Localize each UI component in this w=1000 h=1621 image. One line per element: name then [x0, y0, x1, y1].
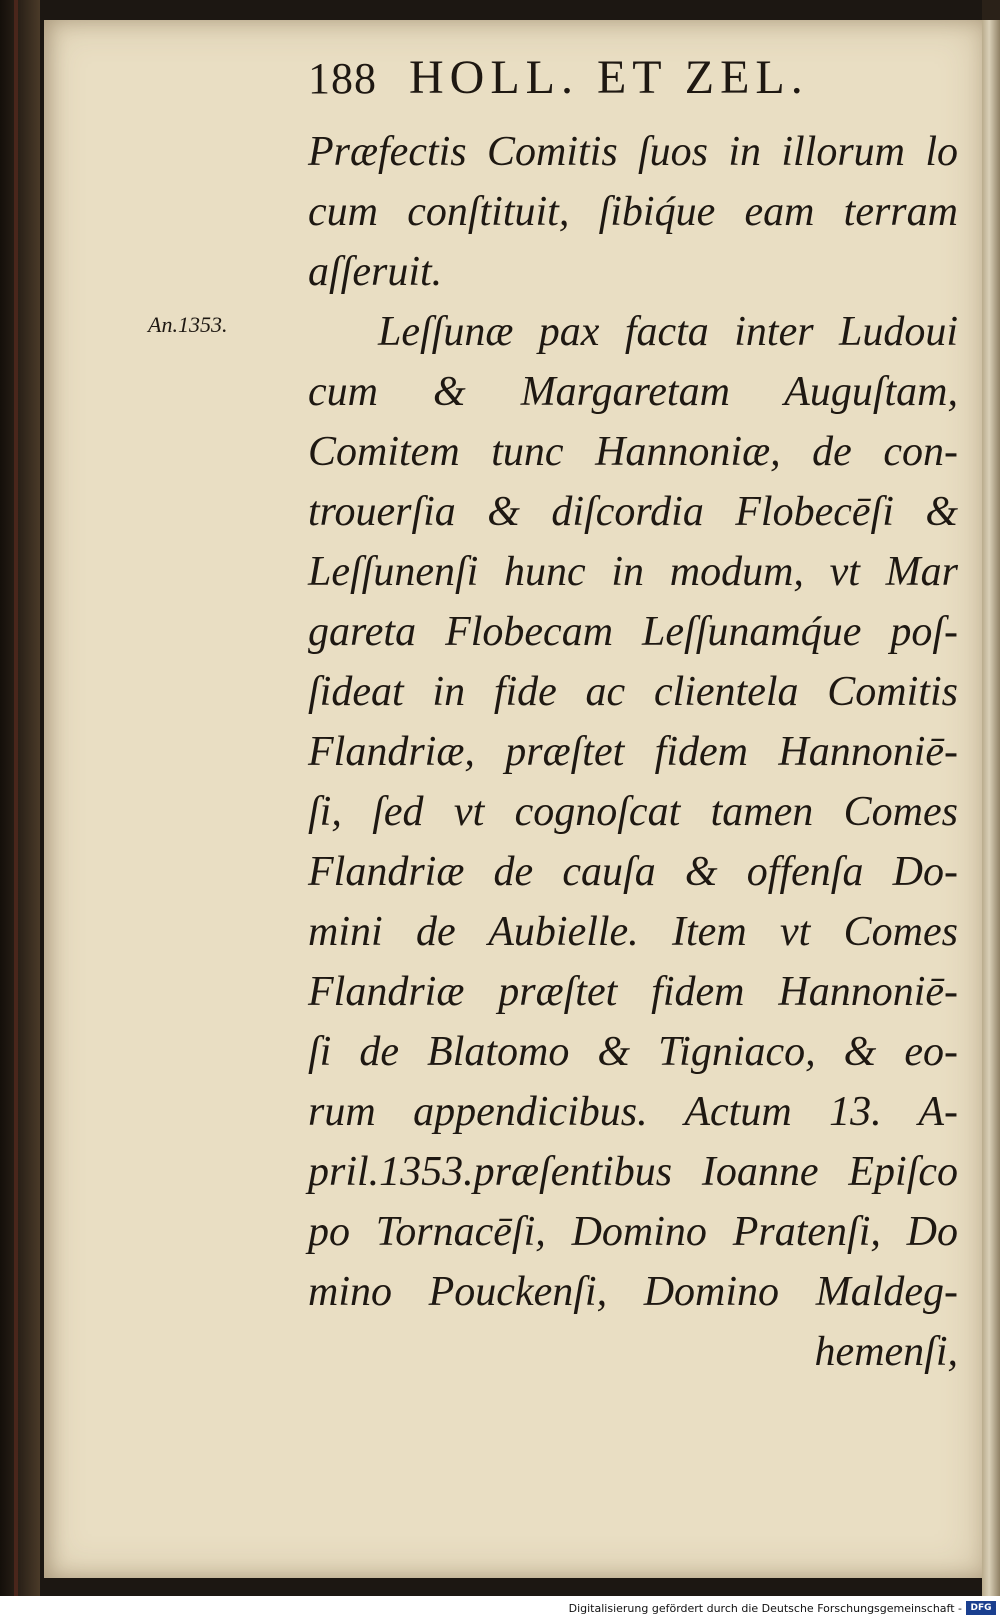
dfg-logo-icon: DFG	[966, 1601, 996, 1615]
digitization-credit: Digitalisierung gefördert durch die Deutsche Forschungsgemeinschaft -	[568, 1602, 962, 1615]
text-line: Flandriæ de cauſa & offenſa Do-	[308, 849, 958, 895]
text-line: po Tornacēſi, Domino Pratenſi, Do	[308, 1209, 958, 1255]
catchword: hemenſi,	[814, 1329, 958, 1375]
page-fore-edge	[982, 0, 1000, 1596]
text-line: cum & Margaretam Auguſtam,	[308, 369, 958, 415]
text-line: ſi de Blatomo & Tigniaco, & eo-	[308, 1029, 958, 1075]
text-line: gareta Flobecam Leſſunamq́ue poſ-	[308, 609, 958, 655]
running-title: HOLL. ET ZEL.	[409, 51, 809, 104]
marginal-year-note: An.1353.	[148, 312, 228, 337]
page-number: 188	[308, 54, 377, 103]
text-line: trouerſia & diſcordia Flobecēſi &	[308, 489, 958, 535]
text-line: ſi, ſed vt cognoſcat tamen Comes	[308, 789, 958, 835]
binding-spine-line	[14, 0, 18, 1596]
text-line: Flandriæ præſtet fidem Hannoniē-	[308, 969, 958, 1015]
text-line: aſſeruit.	[308, 249, 443, 295]
text-line: pril.1353.præſentibus Ioanne Epiſco	[308, 1149, 958, 1195]
text-line: cum conſtituit, ſibiq́ue eam terram	[308, 189, 958, 235]
text-line: mini de Aubielle. Item vt Comes	[308, 909, 958, 955]
text-line: Leſſunenſi hunc in modum, vt Mar	[308, 549, 958, 595]
text-line: rum appendicibus. Actum 13. A-	[308, 1089, 958, 1135]
book-binding-edge	[0, 0, 40, 1596]
text-line: Præfectis Comitis ſuos in illorum lo	[308, 129, 958, 175]
text-line: Comitem tunc Hannoniæ, de con-	[308, 429, 958, 475]
running-head	[308, 50, 908, 110]
text-line: ſideat in fide ac clientela Comitis	[308, 669, 958, 715]
fore-edge-shadow	[982, 0, 1000, 20]
text-line: mino Pouckenſi, Domino Maldeg-	[308, 1269, 958, 1315]
body-text	[308, 122, 958, 1382]
text-line: Flandriæ, præſtet fidem Hannoniē-	[308, 729, 958, 775]
text-line: Leſſunæ pax facta inter Ludoui	[378, 309, 958, 355]
